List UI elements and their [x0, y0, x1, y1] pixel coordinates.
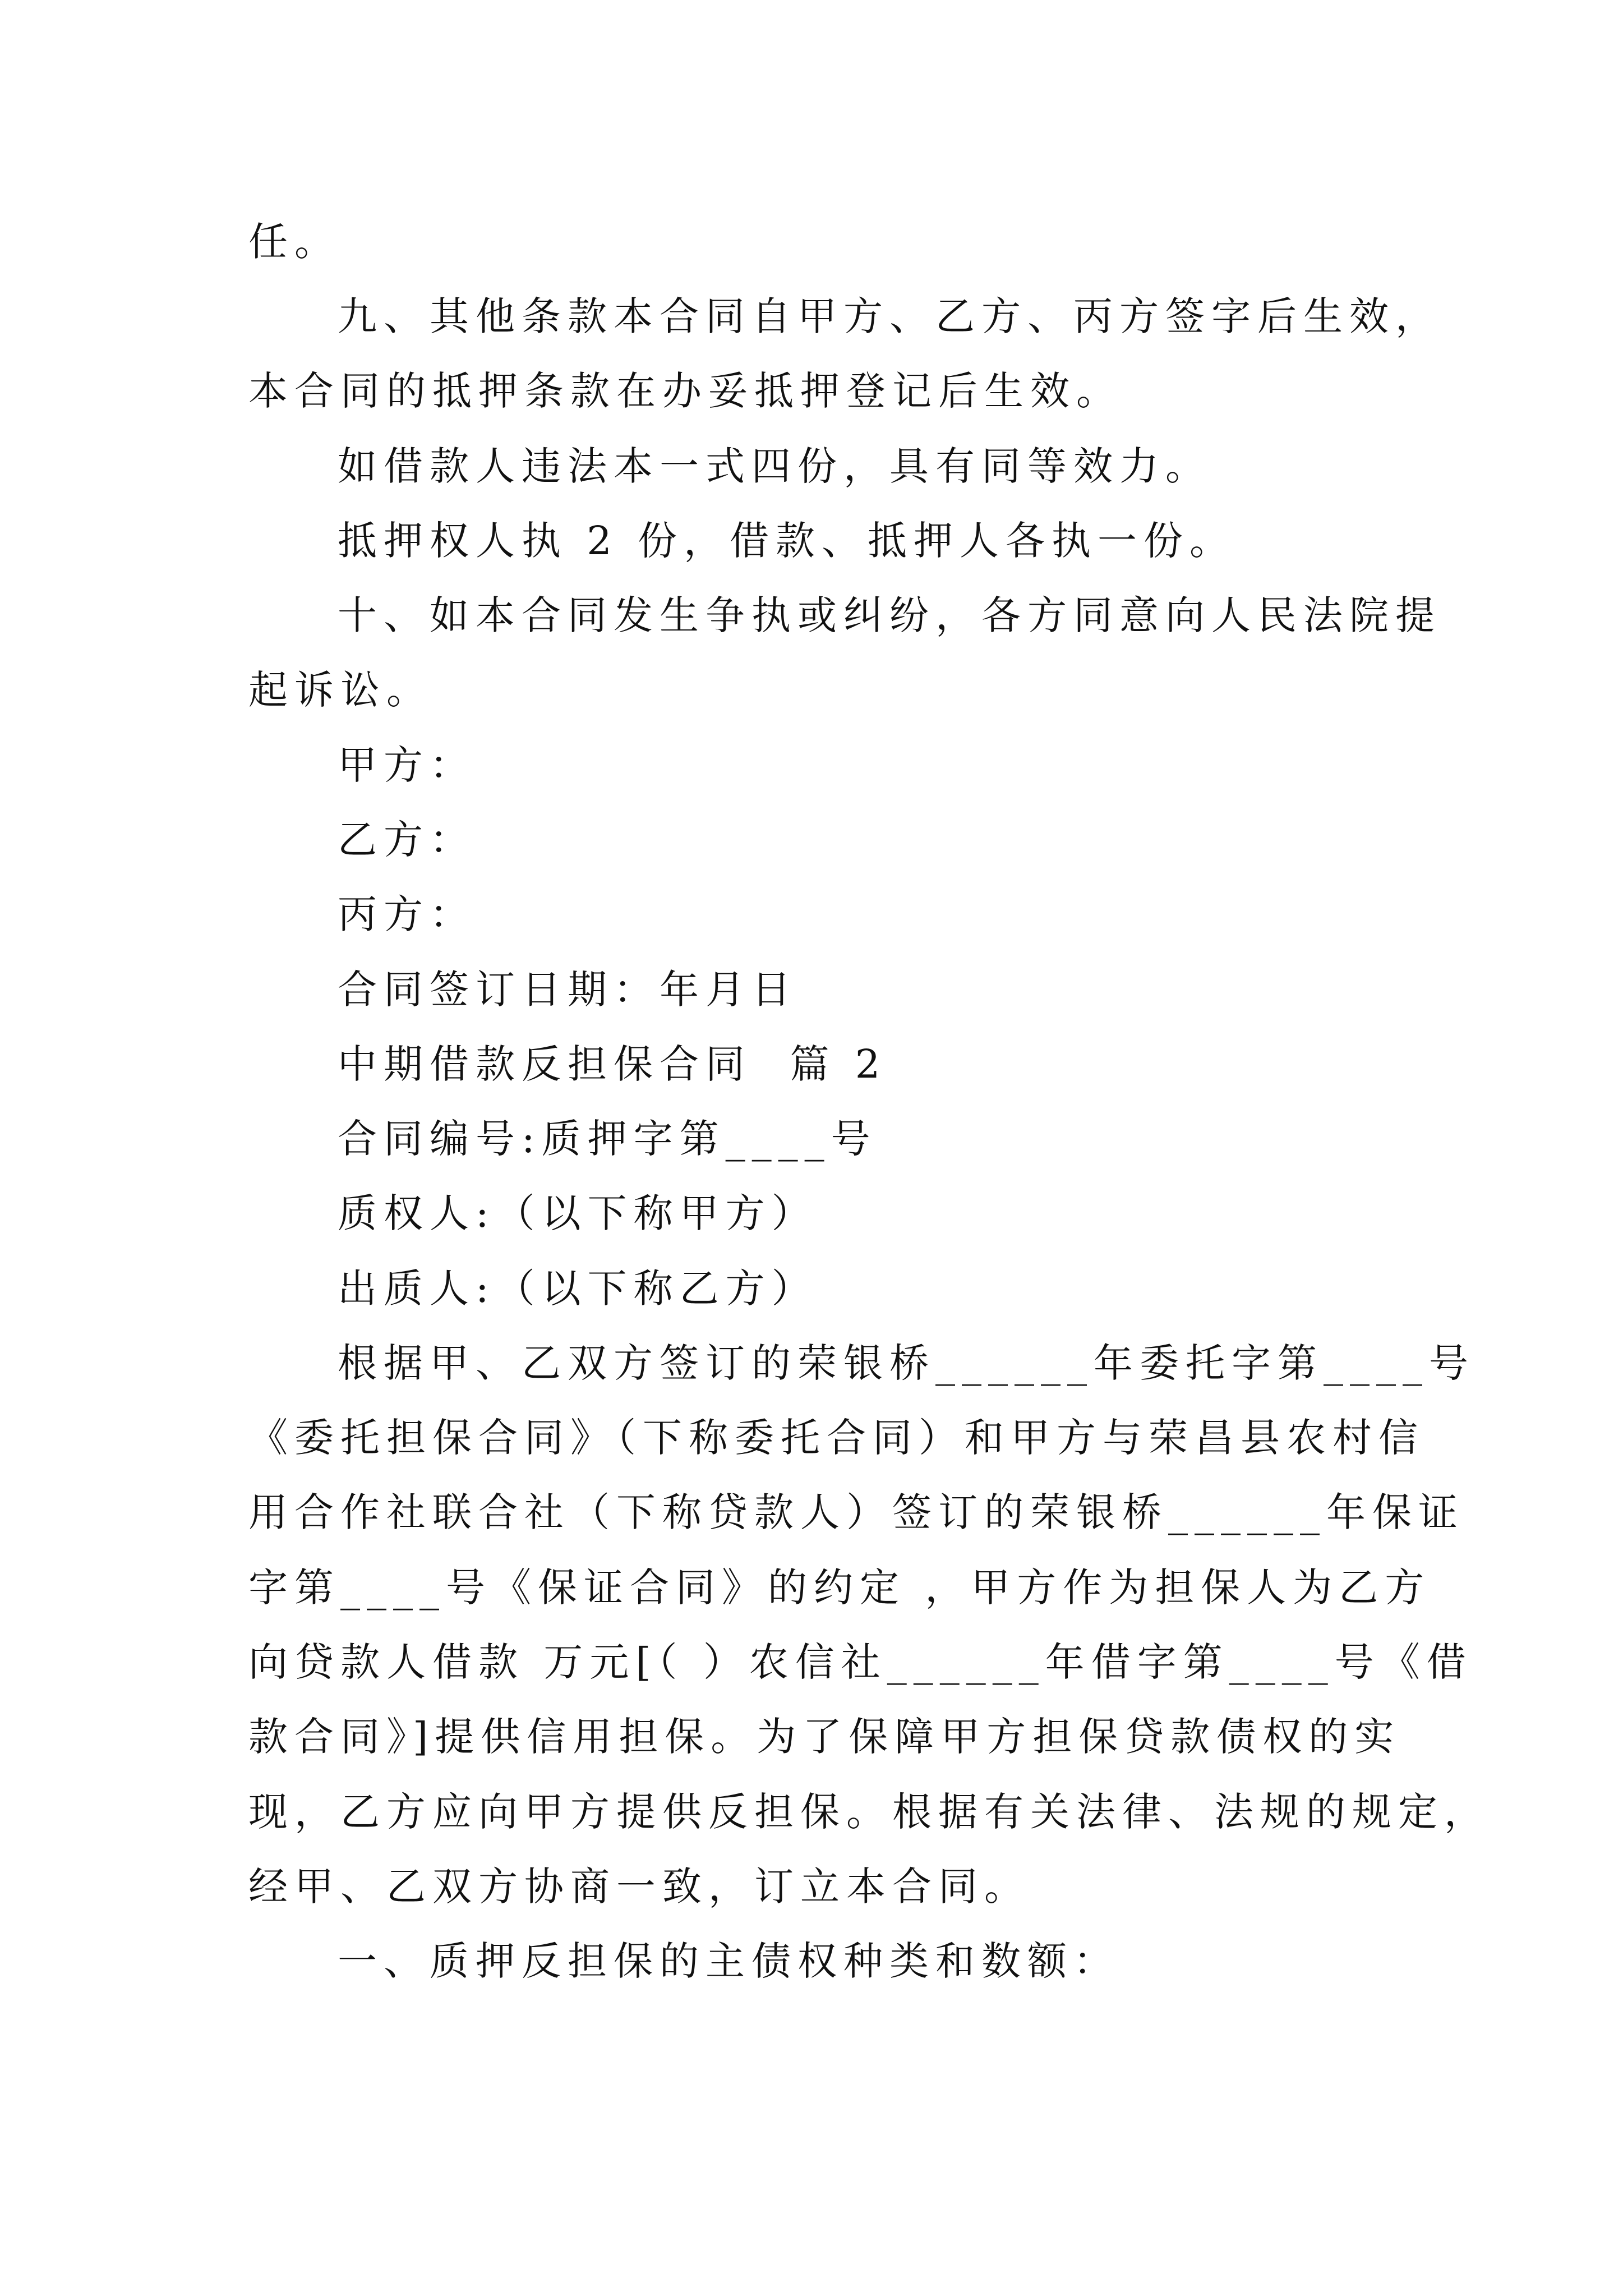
signature-party-c: 丙方： — [338, 891, 476, 937]
clause-heading: 一、质押反担保的主债权种类和数额： — [338, 1938, 1119, 1984]
pledgee: 质权人:（以下称甲方） — [338, 1190, 818, 1236]
signature-party-a: 甲方： — [338, 742, 476, 788]
text-line: 《委托担保合同》（下称委托合同）和甲方与荣昌县农村信 — [248, 1415, 1424, 1461]
text-line: 十、如本合同发生争执或纠纷，各方同意向人民法院提 — [338, 592, 1441, 638]
text-line: 起诉讼。 — [248, 667, 432, 713]
text-line: 九、其他条款本合同自甲方、乙方、丙方签字后生效， — [338, 293, 1441, 339]
text-line: 字第____号《保证合同》的约定 ，甲方作为担保人为乙方 — [248, 1565, 1431, 1611]
text-line: 向贷款人借款 万元[（ ）农信社______年借字第____号《借 — [248, 1639, 1473, 1685]
section-title: 中期借款反担保合同 篇 2 — [338, 1041, 887, 1087]
text-line: 根据甲、乙双方签订的荣银桥______年委托字第____号 — [338, 1340, 1475, 1386]
signing-date: 合同签订日期：年月日 — [338, 967, 797, 1013]
text-line: 任。 — [248, 219, 340, 265]
text-line: 用合作社联合社（下称贷款人）签订的荣银桥______年保证 — [248, 1489, 1464, 1535]
signature-party-b: 乙方： — [338, 817, 476, 863]
text-line: 经甲、乙双方协商一致，订立本合同。 — [248, 1864, 1030, 1910]
text-line: 现，乙方应向甲方提供反担保。根据有关法律、法规的规定， — [248, 1789, 1490, 1835]
text-line: 抵押权人执 2 份，借款、抵押人各执一份。 — [338, 518, 1236, 564]
pledgor: 出质人:（以下称乙方） — [338, 1266, 818, 1312]
text-line: 本合同的抵押条款在办妥抵押登记后生效。 — [248, 368, 1122, 414]
text-line: 如借款人违法本一式四份，具有同等效力。 — [338, 443, 1211, 489]
contract-number: 合同编号:质押字第____号 — [338, 1116, 877, 1162]
text-line: 款合同》]提供信用担保。为了保障甲方担保贷款债权的实 — [248, 1714, 1401, 1760]
